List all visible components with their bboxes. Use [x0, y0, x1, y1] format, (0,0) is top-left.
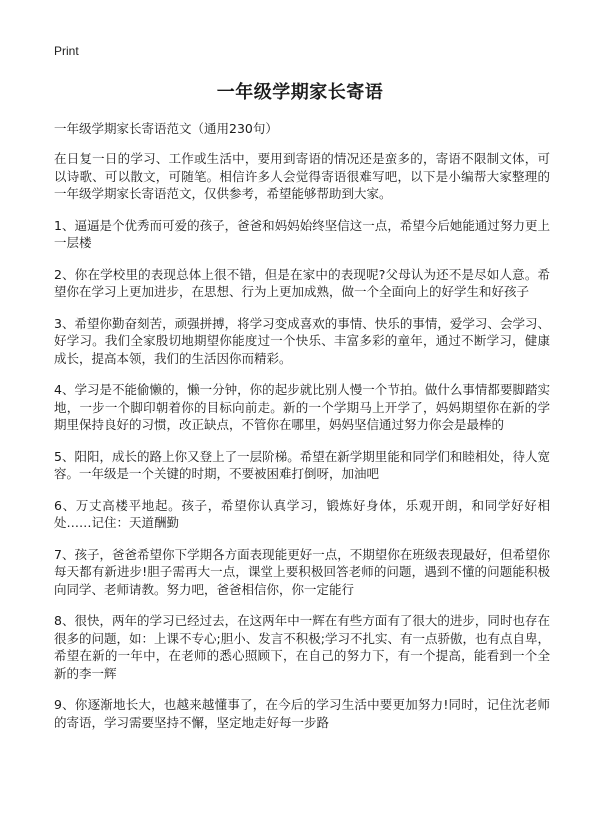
- intro-paragraph: 在日复一日的学习、工作或生活中，要用到寄语的情况还是蛮多的，寄语不限制文体，可以诗歌、可以散文，可随笔。相信许多人会觉得寄语很难写吧，以下是小编帮大家整理的一年级学期家长寄语范文，仅供参考，希望能够帮助到大家。: [54, 151, 550, 201]
- message-paragraph: 7、孩子，爸爸希望你下学期各方面表现能更好一点，不期望你在班级表现最好，但希望你每天都有新进步!胆子需再大一点，课堂上要积极回答老师的问题，遇到不懂的问题能积极向同学、老师请教。努力吧，爸爸相信你，你一定能行: [54, 546, 550, 597]
- print-link[interactable]: Print: [54, 44, 79, 58]
- message-paragraph: 9、你逐渐地长大，也越来越懂事了，在今后的学习生活中要更加努力!同时，记住沈老师的寄语，学习需要坚持不懈，坚定地走好每一步路: [54, 697, 550, 730]
- message-paragraph: 5、阳阳，成长的路上你又登上了一层阶梯。希望在新学期里能和同学们和睦相处，待人宽容。一年级是一个关键的时期，不要被困难打倒呀，加油吧: [54, 448, 550, 481]
- page-title: 一年级学期家长寄语: [216, 82, 384, 103]
- message-paragraph: 1、逼逼是个优秀而可爱的孩子，爸爸和妈妈始终坚信这一点，希望今后她能通过努力更上一层楼: [54, 217, 550, 250]
- article-body: [54, 120, 550, 745]
- article-subtitle: 一年级学期家长寄语范文（通用230句）: [54, 121, 278, 136]
- message-paragraph: 6、万丈高楼平地起。孩子，希望你认真学习，锻炼好身体，乐观开朗，和同学好好相处……记住：天道酬勤: [54, 497, 550, 530]
- message-paragraph: 3、希望你勤奋刻苦，顽强拼搏，将学习变成喜欢的事情、快乐的事情，爱学习、会学习、好学习。我们全家殷切地期望你能度过一个快乐、丰富多彩的童年，通过不断学习，健康成长，提高本领，我们的生活因你而精彩。: [54, 315, 550, 366]
- message-paragraph: 4、学习是不能偷懒的，懒一分钟，你的起步就比别人慢一个节拍。做什么事情都要脚踏实地，一步一个脚印朝着你的目标向前走。新的一个学期马上开学了，妈妈期望你在新的学期里保持良好的习惯，改正缺点，不管你在哪里，妈妈坚信通过努力你会是最棒的: [54, 382, 550, 432]
- message-paragraph: 2、你在学校里的表现总体上很不错，但是在家中的表现呢?父母认为还不是尽如人意。希望你在学习上更加进步，在思想、行为上更加成熟，做一个全面向上的好学生和好孩子: [54, 266, 550, 299]
- message-paragraph: 8、很快，两年的学习已经过去，在这两年中一辉在有些方面有了很大的进步，同时也存在很多的问题，如：上课不专心;胆小、发言不积极;学习不扎实、有一点骄傲，也有点自卑，希望在新的一年中，在老师的悉心照顾下，在自己的努力下，有一个提高，能看到一个全新的李一辉: [54, 613, 550, 681]
